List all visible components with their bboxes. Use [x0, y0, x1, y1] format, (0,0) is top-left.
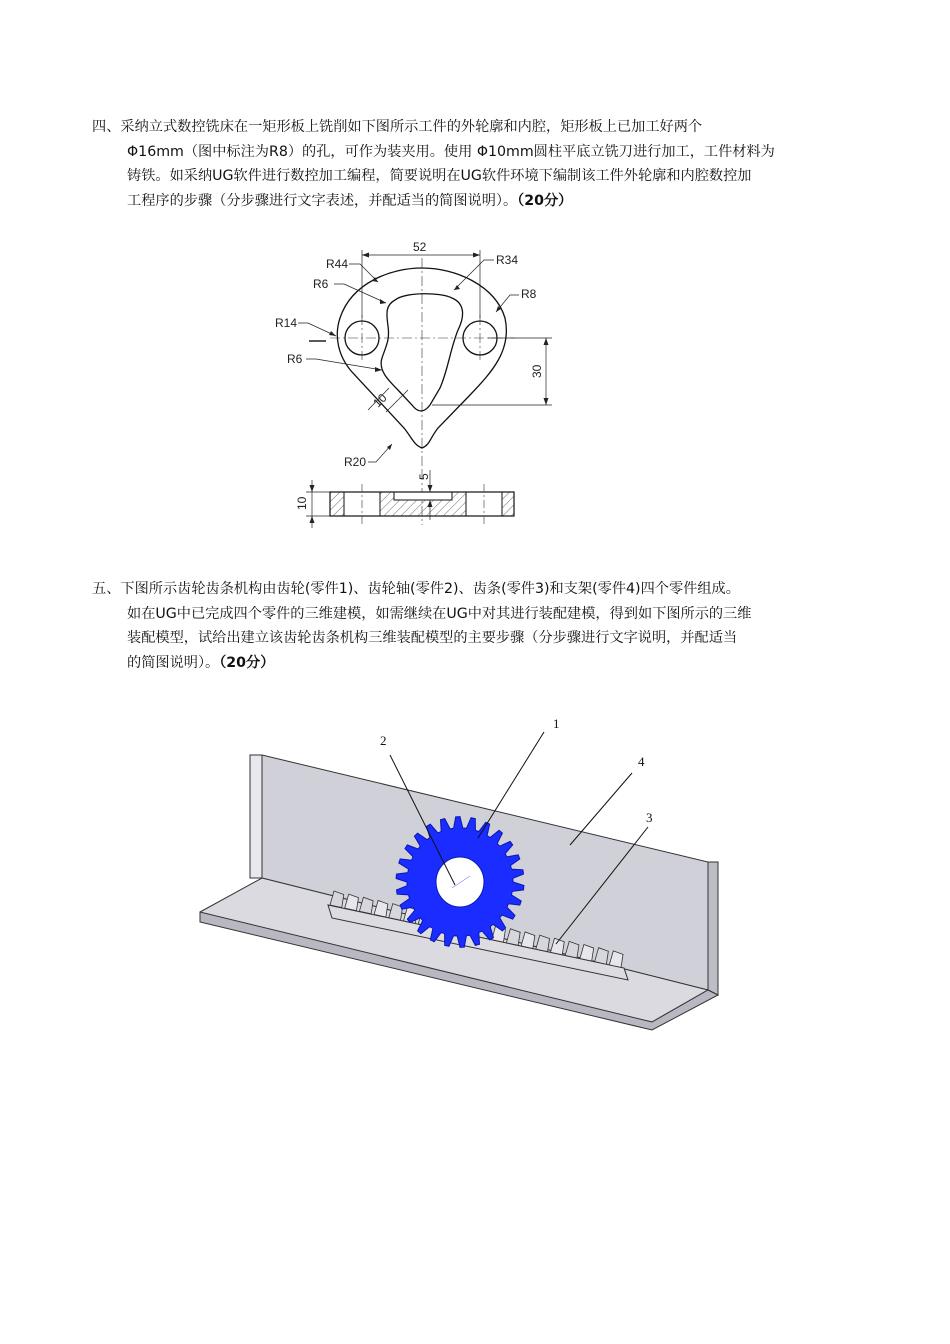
question-4: [92, 115, 862, 213]
q5-score: （20分）: [219, 654, 275, 671]
callout-4: 4: [638, 754, 645, 769]
callout-1: 1: [553, 716, 560, 731]
question-5: [92, 577, 862, 675]
q5-text-1: 下图所示齿轮齿条机构由齿轮(零件1)、齿轮轴(零件2)、齿条(零件3)和支架(零件4)四个零件组成。: [120, 581, 740, 597]
dim-r6-bottom: R6: [287, 352, 303, 366]
q4-line-4: [92, 189, 862, 214]
q5-line-3: 装配模型，试给出建立该齿轮齿条机构三维装配模型的主要步骤（分步骤进行文字说明，并配适当: [127, 630, 738, 647]
q5-line-4: [92, 651, 862, 676]
dim-r14: R14: [275, 316, 298, 330]
dim-r34: R34: [496, 253, 519, 267]
dim-r44: R44: [326, 257, 349, 271]
q5-line-2: 如在UG中已完成四个零件的三维建模，如需继续在UG中对其进行装配建模，得到如下图所示的三维: [127, 605, 752, 622]
dim-r6-top: R6: [313, 277, 329, 291]
dim-30: 30: [530, 364, 544, 378]
dim-5-depth: 5: [417, 473, 431, 480]
q5-line-1: [92, 577, 862, 602]
bracket-side-edge: [708, 862, 718, 995]
gear-bore: [436, 857, 484, 907]
dim-10-thickness: 10: [295, 496, 309, 510]
q4-score: （20分）: [517, 192, 573, 209]
gear-rack-assembly: [190, 700, 720, 1040]
dim-10-cavity: 10: [370, 390, 390, 411]
q4-text-1: 采纳立式数控铣床在一矩形板上铣削如下图所示工件的外轮廓和内腔，矩形板上已加工好两个: [120, 119, 703, 135]
dim-r8: R8: [521, 287, 537, 301]
leader-arrows: [329, 277, 501, 450]
callout-2: 2: [380, 733, 387, 748]
q4-line-2: Φ16mm（图中标注为R8）的孔，可作为装夹用。使用 Φ10mm圆柱平底立铣刀进行加工，工件材料为: [127, 143, 775, 160]
q4-line-3: 铸铁。如采纳UG软件进行数控加工编程，简要说明在UG软件环境下编制该工件外轮廓和内腔数控加: [127, 168, 752, 185]
q4-line-1: [92, 115, 862, 140]
dim-r20: R20: [344, 455, 367, 469]
q4-number: 四、: [92, 119, 121, 135]
dim-52: 52: [413, 240, 427, 254]
q4-text-4: 工程序的步骤（分步骤进行文字表述，并配适当的简图说明）。: [127, 192, 518, 209]
center-lines: [330, 258, 515, 525]
workpiece-drawing: [260, 230, 580, 550]
q5-text-4: 的简图说明）。: [127, 654, 220, 671]
q5-number: 五、: [92, 581, 121, 597]
callout-3: 3: [646, 810, 653, 825]
bracket-vertical-edge: [250, 755, 262, 878]
